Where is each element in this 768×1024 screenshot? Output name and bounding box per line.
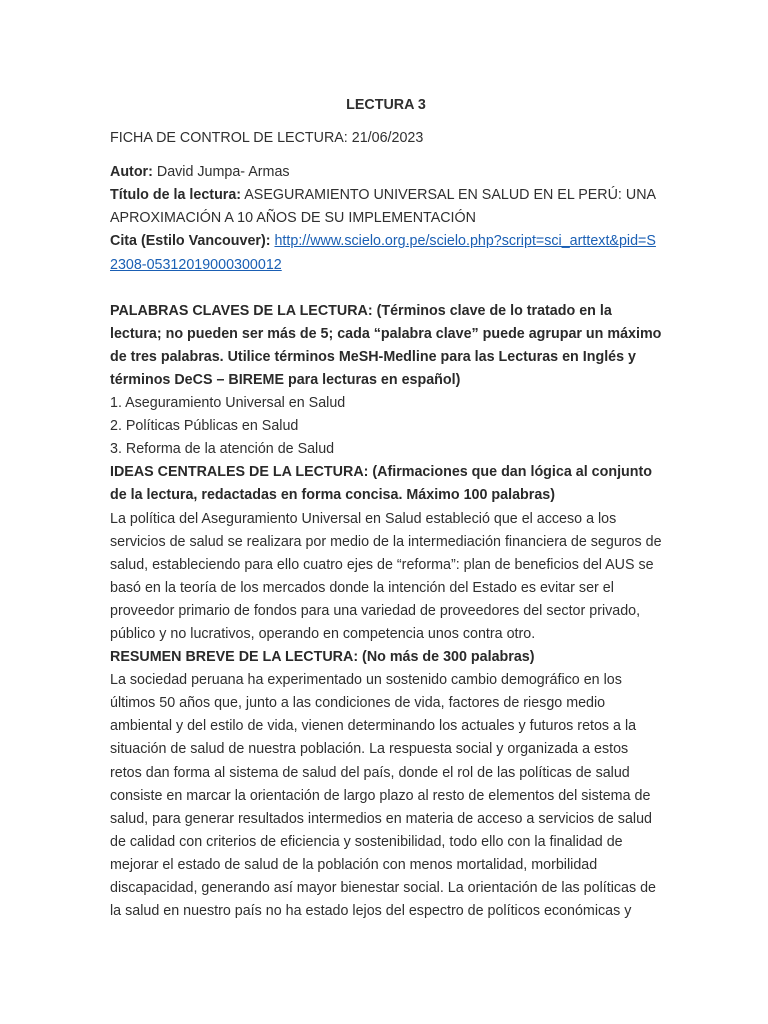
autor-label: Autor: [110, 164, 153, 181]
resumen-text: La sociedad peruana ha experimentado un sostenido cambio demográfico en los últimos 50 años que, junto a las condiciones de vida, factores de riesgo medio ambiental y del estilo de vida, vienen determinando los actuales y futuros retos a la situación de salud de nuestra población. La respuesta social y organizada a estos retos dan forma al sistema de salud del país, donde el rol de las políticas de salud consiste en marcar la orientación de largo plazo al resto de elementos del sistema de salud, para generar resultados intermedios en materia de acceso a servicios de salud de calidad con criterios de eficiencia y sostenibilidad, todo ello con la finalidad de mejorar el estado de salud de la población con menos mortalidad, morbilidad discapacidad, generando así mayor bienestar social. La orientación de las políticas de la salud en nuestro país no ha estado lejos del espectro de políticos económicas y [110, 672, 656, 920]
document-title: LECTURA 3 [346, 97, 426, 113]
resumen-heading [110, 646, 662, 669]
cita-link[interactable]: http://www.scielo.org.pe/scielo.php?script=sci_arttext&pid=S2308-05312019000300012 [110, 233, 656, 273]
document-content [110, 94, 662, 923]
ideas-centrales-text: La política del Aseguramiento Universal en Salud estableció que el acceso a los servicios de salud se realizara por medio de la intermediación financiera de seguros de salud, estableciendo para ello cuatro ejes de “reforma”: plan de beneficios del AUS se basó en la teoría de los mercados donde la intención del Estado es evitar ser el proveedor primario de fondos para una variedad de proveedores del sector privado, público y no lucrativos, operando en competencia unos contra otro. [110, 510, 662, 642]
keywords-list [110, 392, 662, 461]
ideas-centrales-heading-text: IDEAS CENTRALES DE LA LECTURA: (Afirmaciones que dan lógica al conjunto de la lectura, redactadas en forma concisa. Máximo 100 palabras) [110, 464, 652, 504]
keyword-item: 2. Políticas Públicas en Salud [110, 418, 299, 435]
cita-label: Cita (Estilo Vancouver): [110, 233, 271, 250]
keyword-item: 3. Reforma de la atención de Salud [110, 441, 335, 458]
autor-line [110, 161, 662, 184]
titulo-label: Título de la lectura: [110, 187, 242, 204]
titulo-line [110, 184, 662, 230]
titulo-value: ASEGURAMIENTO UNIVERSAL EN SALUD EN EL PERÚ: UNA APROXIMACIÓN A 10 AÑOS DE SU IMPLEMENTACIÓN [110, 187, 656, 227]
keyword-item: 1. Aseguramiento Universal en Salud [110, 395, 346, 412]
resumen-heading-text: RESUMEN BREVE DE LA LECTURA: (No más de 300 palabras) [110, 649, 535, 666]
cita-line [110, 230, 662, 276]
ficha-control-line: FICHA DE CONTROL DE LECTURA: 21/06/2023 [110, 130, 424, 147]
ideas-centrales-heading [110, 461, 662, 507]
palabras-claves-heading-text: PALABRAS CLAVES DE LA LECTURA: (Términos clave de lo tratado en la lectura; no pueden ser más de 5; cada “palabra clave” puede agrupar un máximo de tres palabras. Utilice términos MeSH-Medline para las Lecturas en Inglés y términos DeCS – BIREME para lecturas en español) [110, 302, 662, 388]
palabras-claves-heading [110, 300, 662, 392]
autor-value: David Jumpa- Armas [152, 164, 290, 181]
